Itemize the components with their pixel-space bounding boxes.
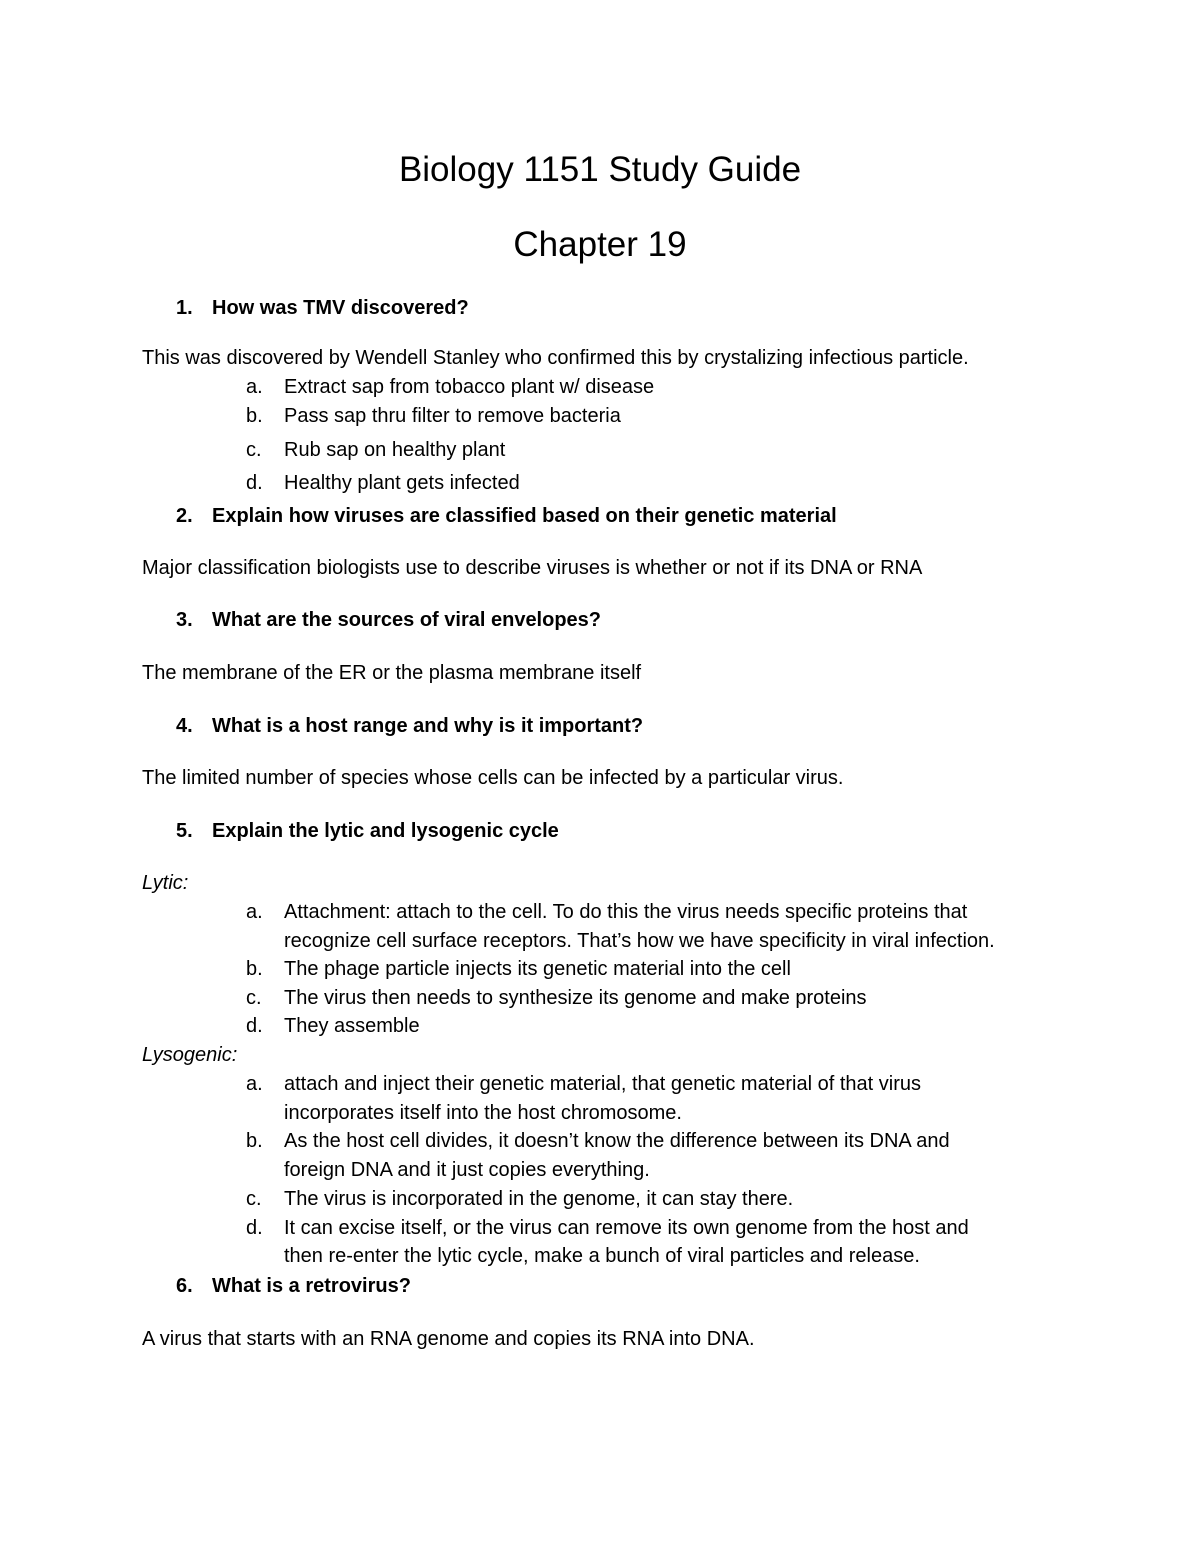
question-number: 1. [176, 297, 193, 319]
answer-4: The limited number of species whose cells can be infected by a particular virus. [142, 767, 844, 789]
list-item-continuation: recognize cell surface receptors. That’s how we have specificity in viral infection. [284, 930, 995, 952]
document-title: Biology 1151 Study Guide [398, 150, 802, 189]
question-text: How was TMV discovered? [212, 297, 469, 319]
question-number: 2. [176, 505, 193, 527]
question-number: 4. [176, 715, 193, 737]
answer-3: The membrane of the ER or the plasma membrane itself [142, 662, 642, 684]
question-text: What is a retrovirus? [212, 1275, 411, 1297]
list-item-continuation: then re-enter the lytic cycle, make a bunch of viral particles and release. [284, 1245, 920, 1267]
answer-2: Major classification biologists use to describe viruses is whether or not if its DNA or RNA [142, 557, 923, 579]
question-number: 3. [176, 609, 193, 631]
chapter-heading: Chapter 19 [513, 225, 687, 264]
answer-6: A virus that starts with an RNA genome and copies its RNA into DNA. [142, 1328, 755, 1350]
question-text: Explain how viruses are classified based on their genetic material [212, 505, 837, 527]
lysogenic-label: Lysogenic: [142, 1044, 238, 1066]
question-text: Explain the lytic and lysogenic cycle [212, 820, 559, 842]
answer-1: This was discovered by Wendell Stanley who confirmed this by crystalizing infectious particle. [142, 347, 969, 369]
list-item-continuation: foreign DNA and it just copies everything. [284, 1159, 650, 1181]
lytic-label: Lytic: [142, 872, 189, 894]
question-number: 6. [176, 1275, 193, 1297]
document-page: Biology 1151 Study Guide Chapter 19 1. How was TMV discovered? This was discovered by Wendell Stanley who confirmed this by crystalizing infectious particle. a. Extract sap from tobacco plant w/ disease b. Pass sap thru filter to remove bacteria c. Rub sap on healthy plant d. Healthy plant gets infected 2. Explain how viruses are classified based on their genetic material Major classification biologists use to describe viruses is whether or not if its DNA or RNA 3. What are the sources of viral envelopes? The membrane of the ER or the plasma membrane itself 4. What is a host range and why is it important? The limited number of species whose cells can be infected by a particular virus. 5. Explain the lytic and lysogenic cycle Lytic: a. Attachment: attach to the cell. To do this the virus needs specific proteins that recognize cell surface receptors. That’s how we have specificity in viral infection. b. The phage particle injects its genetic material into the cell c. The virus then needs to synthesize its genome and make proteins d. They assemble Lysogenic: a. attach and inject their genetic material, that genetic material of that virus incorporates itself into the host chromosome. b. As the host cell divides, it doesn’t know the difference between its DNA and foreign DNA and it just copies everything. c. The virus is incorporated in the genome, it can stay there. d. It can excise itself, or the virus can remove its own genome from the host and then re-enter the lytic cycle, make a bunch of viral particles and release. 6. What is a retrovirus? A virus that starts with an RNA genome and copies its RNA into DNA. [0, 0, 1200, 1553]
question-text: What is a host range and why is it important? [212, 715, 644, 737]
list-item-continuation: incorporates itself into the host chromosome. [284, 1102, 682, 1124]
question-text: What are the sources of viral envelopes? [212, 609, 602, 631]
question-number: 5. [176, 820, 193, 842]
